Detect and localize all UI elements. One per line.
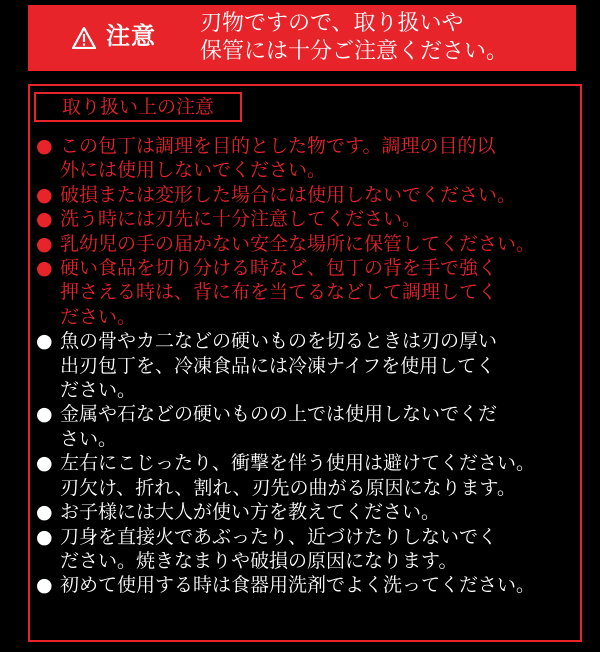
precaution-text-line: ださい。焼きなまりや破損の原因になります。 xyxy=(60,549,458,572)
precaution-text-line: 金属や石などの硬いものの上では使用しないでくだ xyxy=(60,403,498,426)
bullet-icon: ● xyxy=(36,183,53,206)
precaution-text-line: 出刃包丁を、冷凍食品には冷凍ナイフを使用してく xyxy=(60,354,496,377)
precaution-text-line: 押さえる時は、背に布を当てるなどして調理してく xyxy=(60,281,498,304)
precaution-text-line: 洗う時には刃先に十分注意してください。 xyxy=(60,208,422,231)
precaution-item xyxy=(36,134,582,183)
precaution-text-line: 外には使用しないでください。 xyxy=(60,159,327,182)
bullet-icon: ● xyxy=(36,501,53,524)
caution-message-line-1: 刃物ですので、取り扱いや xyxy=(200,11,464,36)
bullet-icon: ● xyxy=(36,257,53,280)
precaution-item xyxy=(36,525,582,574)
bullet-icon: ● xyxy=(36,135,53,157)
precaution-item xyxy=(36,500,582,524)
precautions-list xyxy=(36,134,582,598)
caution-banner xyxy=(28,5,576,71)
bullet-icon: ● xyxy=(36,525,53,548)
precaution-text-line: 左右にこじったり、衝撃を伴う使用は避けてください。 xyxy=(60,452,536,475)
section-title: 取り扱い上の注意 xyxy=(34,92,242,122)
precaution-text-line: 乳幼児の手の届かない安全な場所に保管してください。 xyxy=(60,232,536,255)
precaution-item xyxy=(36,573,582,597)
precaution-item xyxy=(36,207,582,231)
precaution-item xyxy=(36,232,582,256)
bullet-icon: ● xyxy=(36,330,53,353)
caution-message-line-2: 保管には十分ご注意ください。 xyxy=(200,39,509,64)
precaution-item xyxy=(36,256,582,329)
precaution-text-line: 初めて使用する時は食器用洗剤でよく洗ってください。 xyxy=(60,574,536,597)
precaution-text-line: 刀身を直接火であぶったり、近づけたりしないでく xyxy=(60,525,498,548)
precaution-item xyxy=(36,451,582,500)
precaution-text-line: お子様には大人が使い方を教えてください。 xyxy=(60,501,441,524)
precaution-item xyxy=(36,183,582,207)
precaution-text-line: 破損または変形した場合には使用しないでください。 xyxy=(60,183,517,206)
caution-label: 注意 xyxy=(106,22,156,50)
precaution-text-line: さい。 xyxy=(60,427,118,450)
precaution-item xyxy=(36,329,582,402)
bullet-icon: ● xyxy=(36,208,53,231)
precaution-item xyxy=(36,402,582,451)
precaution-text-line: この包丁は調理を目的とした物です。調理の目的以 xyxy=(60,135,496,157)
caution-message xyxy=(200,10,508,66)
precaution-text-line: ださい。 xyxy=(60,305,137,328)
bullet-icon: ● xyxy=(36,452,53,475)
precaution-text-line: 魚の骨やカ二などの硬いものを切るときは刃の厚い xyxy=(60,330,498,353)
precaution-text-line: ださい。 xyxy=(60,379,137,402)
bullet-icon: ● xyxy=(36,403,53,426)
precaution-text-line: 刃欠け、折れ、割れ、刃先の曲がる原因になります。 xyxy=(60,476,517,499)
precaution-text-line: 硬い食品を切り分ける時など、包丁の背を手で強く xyxy=(60,257,498,280)
bullet-icon: ● xyxy=(36,574,53,597)
warning-icon xyxy=(72,27,96,49)
bullet-icon: ● xyxy=(36,232,53,255)
